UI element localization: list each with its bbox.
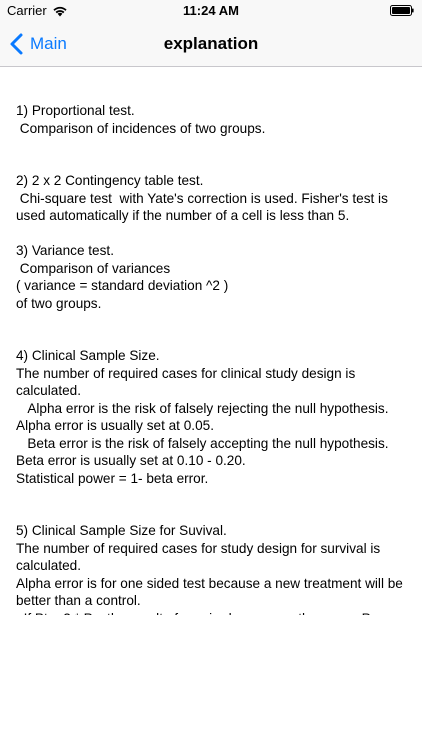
status-bar — [0, 0, 422, 22]
page-title: explanation — [163, 34, 259, 53]
battery-icon — [390, 5, 414, 16]
back-button-label: Main — [30, 34, 67, 53]
navigation-bar — [0, 22, 422, 67]
bottom-blank-area — [0, 615, 422, 750]
text-view[interactable] — [0, 67, 422, 615]
explanation-text: 1) Proportional test. Comparison of incidences of two groups. 2) 2 x 2 Contingency table test. Chi-square test with Yate's correction is used. Fisher's test is used automatically if the number of a cell is less than 5. 3) Variance test. Comparison of variances ( variance = standard deviation ^2 ) of two groups. 4) Clinical Sample Size. The number of required cases for clinical study design is calculated. Alpha error is the risk of falsely rejecting the null hypothesis. Alpha error is usually set at 0.05. Beta error is the risk of falsely accepting the null hypothesis. Beta error is usually set at 0.10 - 0.20. Statistical power = 1- beta error. 5) Clinical Sample Size for Suvival. The number of required cases for study design for survival is calculated. Alpha error is for one sided test because a new treatment will be better than a control. — [16, 103, 403, 608]
carrier-label: Carrier — [7, 3, 47, 18]
status-time: 11:24 AM — [183, 3, 239, 18]
